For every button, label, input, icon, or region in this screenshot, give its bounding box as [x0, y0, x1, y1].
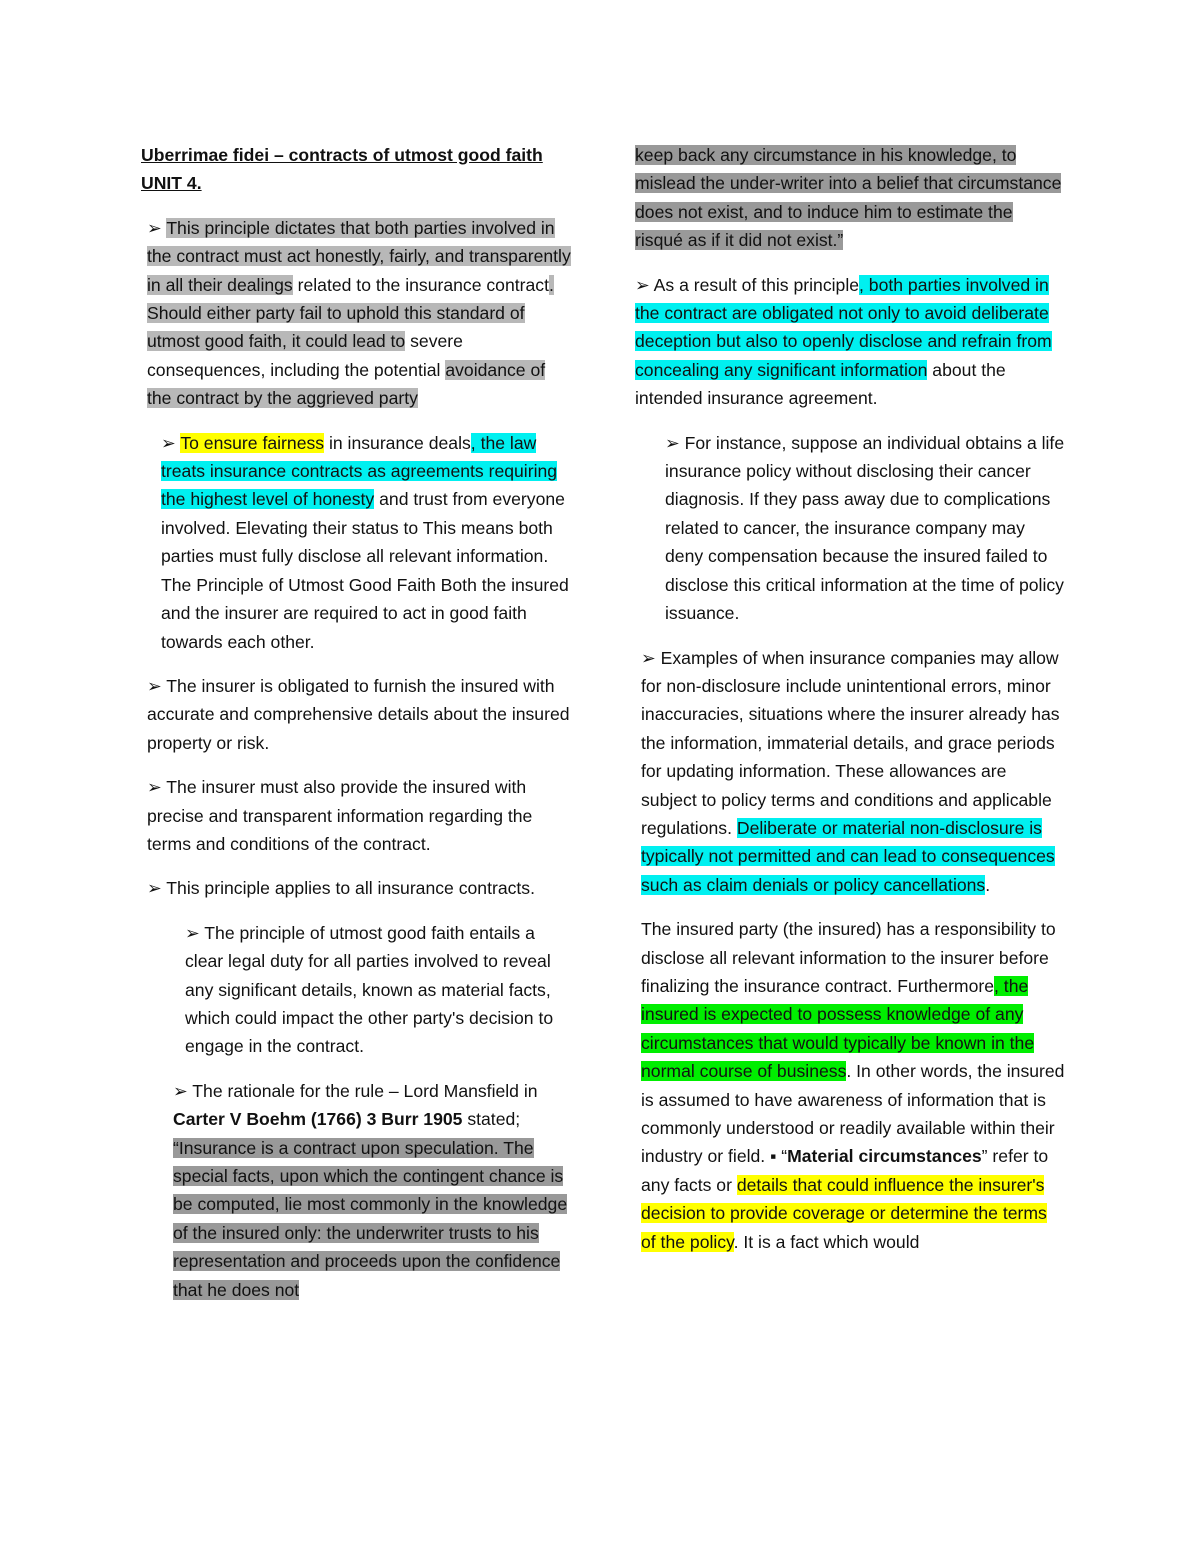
text-segment: . It is a fact which would: [733, 1231, 920, 1252]
text-segment: ➢ The principle of utmost good faith entails a clear legal duty for all parties involved to reveal any significant details, known as material facts, which could impact the other party's decision to engage in the contract.: [185, 922, 554, 1057]
left-column: [141, 141, 573, 1320]
bullet-arrow: ➢: [161, 432, 181, 453]
bullet-arrow: ➢: [147, 217, 167, 238]
text-segment: severe consequences, including the potential: [147, 331, 463, 380]
text-segment: ➢ For instance, suppose an individual obtains a life insurance policy without disclosing their cancer diagnosis. If they pass away due to complications related to cancer, the insurance company may deny compensation because the insured failed to disclose this critical information at the time of policy issuance.: [665, 432, 1065, 624]
text-segment: about the intended insurance agreement.: [635, 359, 1006, 409]
highlight-green: , the insured is expected to possess knowledge of any circumstances that would typically be known in the normal course of business: [641, 975, 1035, 1082]
text-segment: stated;: [462, 1109, 521, 1130]
text-segment: ➢ As a result of this principle: [635, 274, 860, 295]
document-title: Uberrimae fidei – contracts of utmost good faith UNIT 4.: [141, 145, 543, 194]
paragraph-insurer-must-provide: ➢ The insurer must also provide the insured with precise and transparent information regarding the terms and conditions of the contract.: [147, 777, 533, 854]
paragraph-ensure-fairness: [141, 429, 573, 656]
paragraph-insurer-obligated: ➢ The insurer is obligated to furnish the insured with accurate and comprehensive details about the insured property or risk.: [147, 675, 570, 753]
highlight-dark-gray: keep back any circumstance in his knowledge, to mislead the under-writer into a belief that circumstance does not exist, and to induce him to estimate the risqué as if it did not exist.”: [635, 145, 1062, 251]
case-citation: Carter V Boehm (1766) 3 Burr 1905: [173, 1109, 463, 1130]
text-segment: ➢ Examples of when insurance companies may allow for non-disclosure include unintentional errors, minor inaccuracies, situations where the insurer already has the information, immaterial details, and grace periods for updating information. These allowances are subject to policy terms and conditions and applicable regulations.: [641, 647, 1060, 838]
text-segment: ” refer to any facts or: [641, 1146, 1049, 1195]
highlight-cyan: , the law treats insurance contracts as agreements requiring the highest level of honesty: [161, 432, 558, 510]
term-material-circumstances: Material circumstances: [787, 1146, 982, 1167]
text-segment: and trust from everyone involved. Elevating their status to This means both parties must fully disclose all relevant information. The Principle of Utmost Good Faith Both the insured and the insurer are required to act in good faith towards each other.: [161, 489, 569, 652]
highlight-yellow: details that could influence the insurer's decision to provide coverage or determine the terms of the policy: [641, 1174, 1047, 1252]
paragraph-applies-all: ➢ This principle applies to all insurance contracts.: [147, 878, 535, 899]
paragraph-principle-dictates: [141, 214, 573, 413]
text-segment: The insured party (the insured) has a responsibility to disclose all relevant information to the insurer before finalizing the insurance contract. Furthermore: [641, 919, 1056, 996]
highlight-dark-gray: “Insurance is a contract upon speculation. The special facts, upon which the contingent chance is be computed, lie most commonly in the knowledge of the insured only: the underwriter trusts to his representation and proceeds upon the confidence that he does not: [173, 1137, 568, 1300]
paragraph-legal-duty: [141, 919, 573, 1061]
highlight-yellow: To ensure fairness: [180, 432, 325, 453]
paragraph-rationale: [141, 1077, 573, 1304]
right-column: [635, 141, 1065, 1272]
text-segment: in insurance deals: [324, 432, 471, 453]
highlight-gray: This principle dictates that both parties involved in the contract must act honestly, fairly, and transparently in all their dealings: [147, 217, 571, 295]
text-segment: . In other words, the insured is assumed to have awareness of information that is commonly understood or readily available within their industry or field. ▪ “: [641, 1061, 1065, 1167]
paragraph-for-instance: [635, 429, 1065, 628]
highlight-cyan: , both parties involved in the contract are obligated not only to avoid deliberate deception but also to openly disclose and refrain from concealing any significant information: [635, 274, 1052, 380]
highlight-gray: avoidance of the contract by the aggrieved party: [147, 359, 546, 409]
text-segment: related to the insurance contract: [292, 274, 549, 295]
text-segment: .: [985, 874, 991, 895]
text-segment: ➢ The rationale for the rule – Lord Mansfield in: [173, 1080, 538, 1101]
paragraph-insured-party: [635, 915, 1065, 1256]
highlight-cyan: Deliberate or material non-disclosure is typically not permitted and can lead to consequences such as claim denials or policy cancellations: [641, 817, 1055, 895]
paragraph-quote-continued: [635, 141, 1065, 255]
paragraph-examples: [635, 644, 1065, 900]
highlight-gray: . Should either party fail to uphold this standard of utmost good faith,: [147, 274, 554, 352]
paragraph-result-of-principle: [635, 271, 1065, 413]
highlight-gray: it could lead to: [286, 331, 406, 352]
